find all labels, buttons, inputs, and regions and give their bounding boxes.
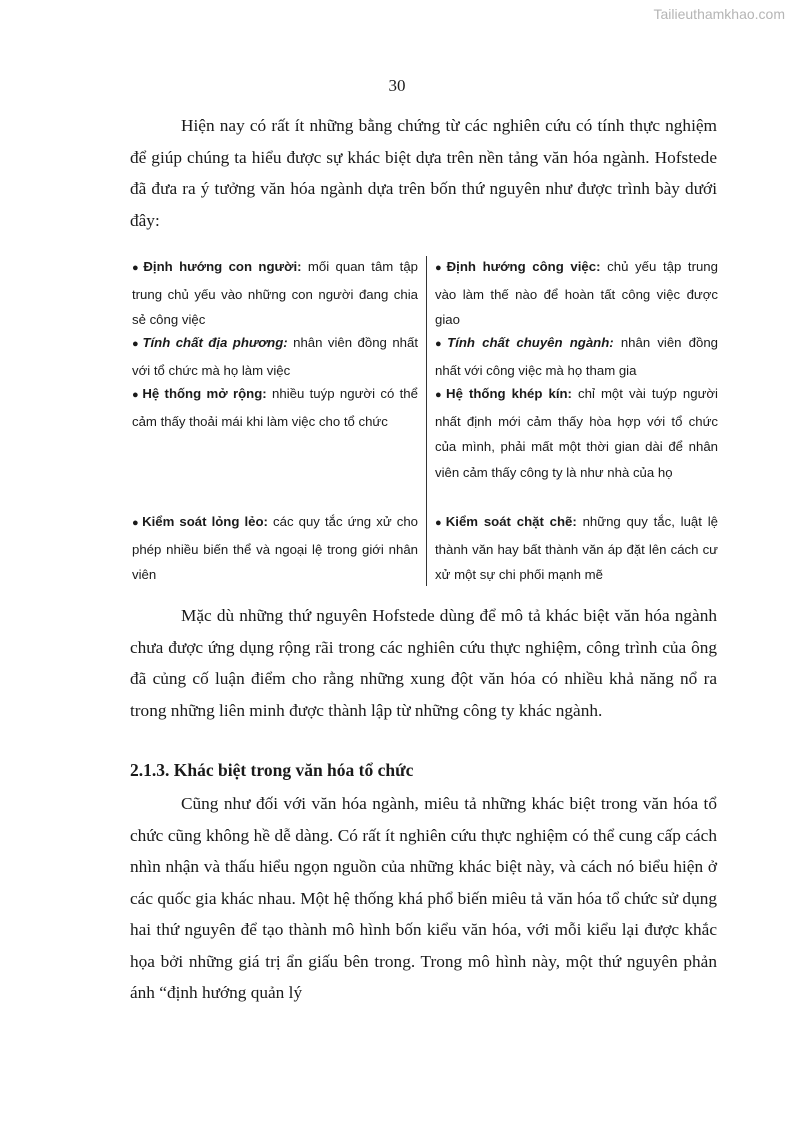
column-divider [426,256,427,586]
table-cell-job-orientation [435,254,718,333]
bullet-icon: ● [435,389,445,401]
page-number: 30 [388,76,406,95]
table-cell-open-system [132,381,418,434]
table-cell-people-orientation [132,254,418,333]
cell-desc: chỉ một vài tuýp người nhất định mới cảm thấy hòa hợp với tổ chức của mình, phải mất một thời gian dài để nhân viên cảm thấy công ty là như nhà của họ [435,386,718,480]
cell-desc: nhiều tuýp người có thể cảm thấy thoải mái khi làm việc cho tổ chức [132,386,418,429]
bullet-icon: ● [132,517,141,529]
cell-desc: mối quan tâm tập trung chủ yếu vào những con người đang chia sẻ công việc [132,259,419,327]
cell-term: Kiểm soát lỏng lẻo: [142,514,268,529]
bullet-icon: ● [132,389,141,401]
cell-desc: chủ yếu tập trung vào làm thế nào để hoàn tất công việc được giao [435,259,718,327]
table-cell-loose-control [132,509,418,588]
section-heading: 2.1.3. Khác biệt trong văn hóa tổ chức [130,760,414,780]
watermark: Tailieuthamkhao.com [653,6,785,22]
cell-desc: những quy tắc, luật lệ thành văn hay bất thành văn áp đặt lên cách cư xử một sự chi phối mạnh mẽ [435,514,718,582]
cell-term: Kiểm soát chặt chẽ: [445,514,577,529]
bullet-icon: ● [132,338,141,350]
bullet-icon: ● [435,262,445,274]
cell-desc: nhân viên đồng nhất với tổ chức mà họ làm việc [132,335,418,378]
bullet-icon: ● [435,338,446,350]
table-cell-professional [435,330,718,383]
table-cell-closed-system [435,381,718,485]
cell-term: Tính chất địa phương: [142,335,288,350]
cell-term: Hệ thống mở rộng: [142,386,267,401]
paragraph-org-culture: Cũng như đối với văn hóa ngành, miêu tả những khác biệt trong văn hóa tổ chức cũng không hề dễ dàng. Có rất ít nghiên cứu thực nghiệm có thể cung cấp cách nhìn nhận và thấu hiểu ngọn nguồn của những khác biệt này, và cách nó biểu hiện ở các quốc gia khác nhau. Một hệ thống khá phổ biến miêu tả văn hóa tổ chức sử dụng hai thứ nguyên để tạo thành mô hình bốn kiểu văn hóa, với mỗi kiểu lại được khắc họa bởi những giá trị ẩn giấu bên trong. Trong mô hình này, một thứ nguyên phản ánh “định hướng quản lý [130,794,717,1002]
table-cell-parochial [132,330,418,383]
cell-desc: các quy tắc ứng xử cho phép nhiều biến thể và ngoại lệ trong giới nhân viên [132,514,418,582]
bullet-icon: ● [132,262,142,274]
paragraph-intro: Hiện nay có rất ít những bằng chứng từ các nghiên cứu có tính thực nghiệm để giúp chúng ta hiểu được sự khác biệt dựa trên nền tảng văn hóa ngành. Hofstede đã đưa ra ý tưởng văn hóa ngành dựa trên bốn thứ nguyên như được trình bày dưới đây: [130,116,717,230]
cell-term: Hệ thống khép kín: [446,386,572,401]
cell-desc: nhân viên đồng nhất với công việc mà họ tham gia [435,335,718,378]
bullet-icon: ● [435,517,444,529]
table-cell-tight-control [435,509,718,588]
dimensions-table [130,254,718,586]
paragraph-hofstede: Mặc dù những thứ nguyên Hofstede dùng để mô tả khác biệt văn hóa ngành chưa được ứng dụng rộng rãi trong các nghiên cứu thực nghiệm, công trình của ông đã củng cố luận điểm cho rằng những xung đột văn hóa có nhiều khả năng nổ ra trong những liên minh được thành lập từ những công ty khác ngành. [130,606,717,720]
cell-term: Tính chất chuyên ngành: [447,335,614,350]
cell-term: Định hướng con người: [143,259,302,274]
cell-term: Định hướng công việc: [446,259,601,274]
